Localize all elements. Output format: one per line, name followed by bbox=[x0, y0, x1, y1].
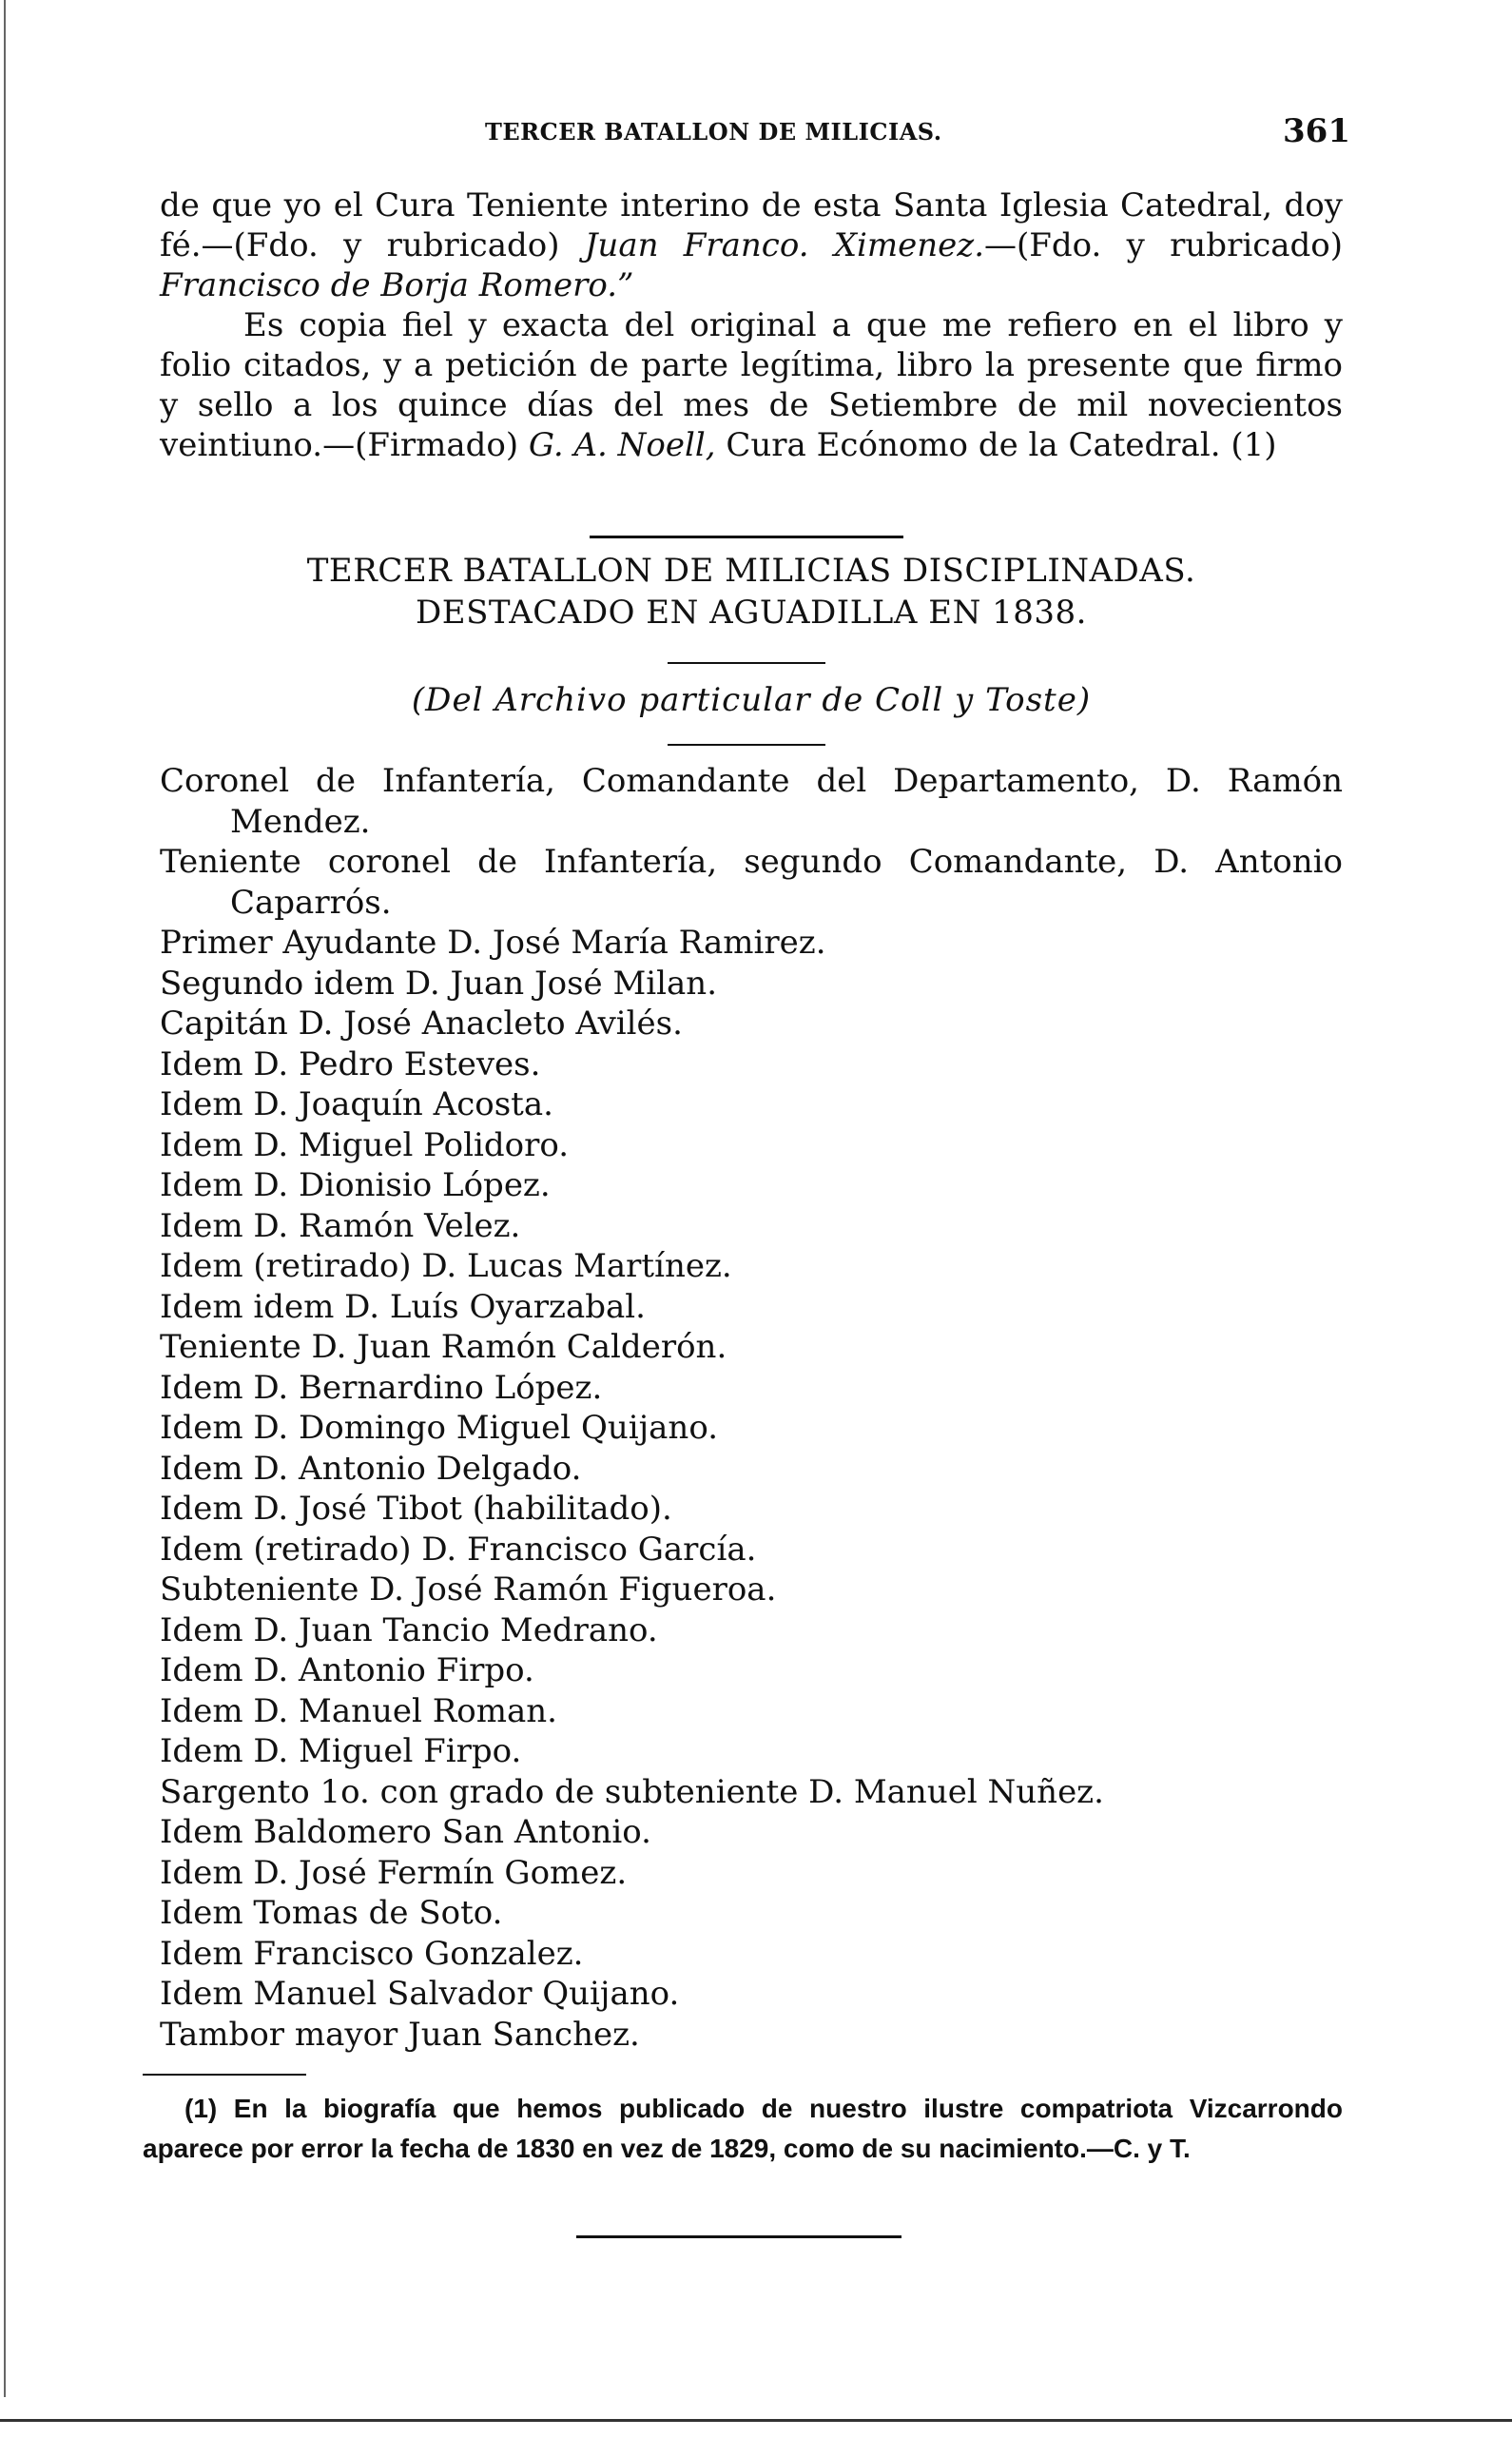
intro-paragraph-1: de que yo el Cura Teniente interino de esta Santa Iglesia Catedral, doy fé.—(Fdo. y rubricado) Juan Franco. Ximenez.—(Fdo. y rubricado) Francisco de Borja Romero.” bbox=[160, 186, 1344, 304]
roster-entry: Sargento 1o. con grado de subteniente D. Manuel Nuñez. bbox=[160, 1772, 1104, 1811]
roster-entry: Subteniente D. José Ramón Figueroa. bbox=[160, 1570, 777, 1609]
roster-entry: Idem idem D. Luís Oyarzabal. bbox=[160, 1287, 646, 1326]
roster-entry: Capitán D. José Anacleto Avilés. bbox=[160, 1004, 683, 1043]
roster-entry: Teniente D. Juan Ramón Calderón. bbox=[160, 1328, 727, 1366]
roster-entry: Idem D. Bernardino López. bbox=[160, 1368, 603, 1407]
roster-entry: Idem D. José Tibot (habilitado). bbox=[160, 1490, 672, 1528]
roster-entry: Teniente coronel de Infantería, segundo Comandante, D. Antonio Caparrós. bbox=[160, 843, 1343, 922]
roster-entry: Idem D. Joaquín Acosta. bbox=[160, 1085, 553, 1123]
roster-entry: Idem Baldomero San Antonio. bbox=[160, 1813, 651, 1851]
roster-entry: Idem D. Miguel Firpo. bbox=[160, 1732, 522, 1770]
roster-entry: Idem Manuel Salvador Quijano. bbox=[160, 1975, 680, 2013]
roster-entry: Idem D. Manuel Roman. bbox=[160, 1691, 557, 1730]
running-head bbox=[162, 112, 1350, 150]
officer-roster bbox=[160, 761, 1343, 2055]
roster-entry: Idem Tomas de Soto. bbox=[160, 1894, 503, 1932]
roster-entry: Tambor mayor Juan Sanchez. bbox=[160, 2015, 640, 2054]
roster-entry: Coronel de Infantería, Comandante del Departamento, D. Ramón Mendez. bbox=[160, 762, 1343, 841]
roster-entry: Idem D. José Fermín Gomez. bbox=[160, 1853, 628, 1892]
intro-paragraph-2: Es copia fiel y exacta del original a que me refiero en el libro y folio citados, y a petición de parte legítima, libro la presente que firmo y sello a los quince días del mes de Setiembre de mil novecientos veintiuno.—(Firmado) G. A. Noell, Cura Ecónomo de la Catedral. (1) bbox=[160, 306, 1343, 464]
roster-entry: Idem (retirado) D. Francisco García. bbox=[160, 1530, 757, 1569]
signature-name-romero: Francisco de Borja Romero.” bbox=[160, 266, 634, 304]
roster-entry: Idem D. Ramón Velez. bbox=[160, 1206, 521, 1245]
intro-text bbox=[160, 185, 1343, 465]
roster-entry: Idem Francisco Gonzalez. bbox=[160, 1934, 584, 1973]
section-title bbox=[160, 550, 1343, 634]
roster-entry: Idem D. Domingo Miguel Quijano. bbox=[160, 1409, 718, 1447]
page-left-edge-rule bbox=[4, 0, 6, 2397]
roster-entry: Idem D. Antonio Firpo. bbox=[160, 1651, 534, 1689]
roster-entry: Idem D. Dionisio López. bbox=[160, 1166, 551, 1204]
section-divider-bottom bbox=[668, 744, 825, 746]
section-divider-top bbox=[590, 536, 903, 538]
roster-entry: Idem D. Pedro Esteves. bbox=[160, 1044, 541, 1083]
page-bottom-edge-rule bbox=[0, 2419, 1512, 2422]
roster-entry: Segundo idem D. Juan José Milan. bbox=[160, 964, 718, 1003]
section-title-line-1: TERCER BATALLON DE MILICIAS DISCIPLINADAS. bbox=[306, 552, 1196, 590]
footnote: (1) En la biografía que hemos publicado de nuestro ilustre compatriota Vizcarrondo aparece por error la fecha de 1830 en vez de 1829, como de su nacimiento.—C. y T. bbox=[143, 2094, 1343, 2163]
roster-entry: Idem D. Miguel Polidoro. bbox=[160, 1125, 570, 1164]
roster-entry: Idem D. Juan Tancio Medrano. bbox=[160, 1610, 658, 1649]
footnote-separator bbox=[143, 2074, 306, 2076]
running-title: TERCER BATALLON DE MILICIAS. bbox=[485, 118, 942, 146]
page-number: 361 bbox=[1283, 112, 1350, 150]
roster-entry: Idem (retirado) D. Lucas Martínez. bbox=[160, 1247, 732, 1285]
section-divider-short bbox=[668, 662, 825, 664]
signature-name-noell: G. A. Noell, bbox=[528, 426, 716, 464]
page-end-rule bbox=[576, 2235, 901, 2238]
section-source: (Del Archivo particular de Coll y Toste) bbox=[411, 681, 1092, 719]
roster-entry: Primer Ayudante D. José María Ramirez. bbox=[160, 924, 826, 962]
roster-entry: Idem D. Antonio Delgado. bbox=[160, 1449, 582, 1488]
signature-name-ximenez: Juan Franco. Ximenez. bbox=[584, 226, 985, 264]
section-title-line-2: DESTACADO EN AGUADILLA EN 1838. bbox=[416, 594, 1087, 632]
